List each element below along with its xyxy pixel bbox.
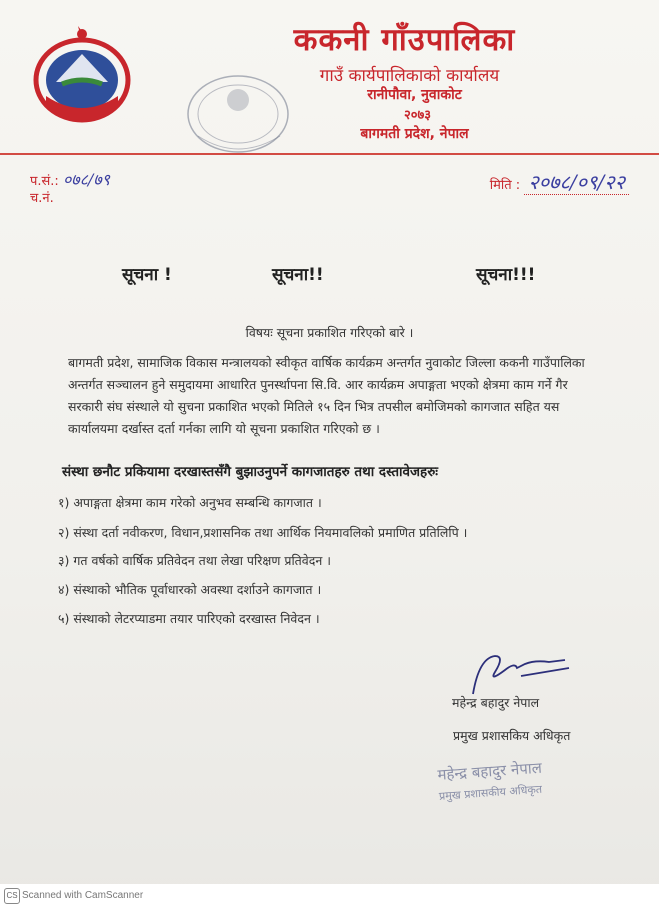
- requirement-item: ४) संस्थाको भौतिक पूर्वाधारको अवस्था दर्शाउने कागजात ।: [58, 582, 322, 597]
- established-year: २०७३: [403, 108, 432, 123]
- header-divider: [0, 153, 659, 155]
- name-stamp: [437, 755, 579, 804]
- requirement-item: २) संस्था दर्ता नवीकरण, विधान,प्रशासनिक तथा आर्थिक नियमावलिको प्रमाणित प्रतिलिपि ।: [58, 525, 468, 540]
- requirements-heading: संस्था छनौट प्रकियामा दरखास्तसँगै बुझाउनुपर्ने कागजातहरु तथा दस्तावेजहरुः: [62, 464, 439, 480]
- handwritten-signature: [465, 650, 575, 696]
- body-paragraph: बागमती प्रदेश, सामाजिक विकास मन्त्रालयको स्वीकृत वार्षिक कार्यक्रम अन्तर्गत नुवाकोट जिल्ला ककनी गाउँपालिका अन्तर्गत सञ्चालन हुने समुदायमा आधारित पुनर्स्थापना सि.वि. आर कार्यक्रम अपाङ्गता भएको क्षेत्रमा काम गर्ने गैर सरकारी संघ संस्थाले यो सुचना प्रकाशित भएको मितिले १५ दिन भित्र तपसील बमोजिमको कागजात सहित यस कार्यालयमा दर्खास्त दर्ता गर्नका लागि यो सूचना प्रकाशित गरिएको छ ।: [68, 355, 585, 436]
- subject-line: विषयः सूचना प्रकाशित गरिएको बारे ।: [245, 325, 414, 340]
- requirement-item: ५) संस्थाको लेटरप्याडमा तयार पारिएको दरखास्त निवेदन ।: [58, 611, 320, 626]
- ps-label: प.सं.:: [30, 174, 59, 189]
- office-name: गाउँ कार्यपालिकाको कार्यालय: [319, 66, 500, 86]
- notice-heading-3: सूचना!!!: [476, 265, 536, 285]
- stamp-name: महेन्द्र बहादुर नेपाल: [436, 758, 543, 784]
- stamp-title: प्रमुख प्रशासकीय अधिकृत: [438, 782, 543, 803]
- date-label: मिति :: [489, 178, 521, 193]
- signatory-name: महेन्द्र बहादुर नेपाल: [452, 695, 540, 710]
- requirement-item: ३) गत वर्षको वार्षिक प्रतिवेदन तथा लेखा परिक्षण प्रतिवेदन ।: [58, 553, 332, 568]
- municipality-title: ककनी गाँउपालिका: [293, 22, 516, 58]
- notice-heading-2: सूचना!!: [272, 265, 324, 285]
- camscanner-logo-icon: CS: [4, 888, 20, 904]
- ps-value: ०७८/७९: [62, 170, 110, 189]
- scanner-footer: [0, 884, 659, 910]
- signatory-title: प्रमुख प्रशासकिय अधिकृत: [453, 728, 571, 743]
- dispatch-number-label: च.नं.: [30, 191, 54, 206]
- province-name: बागमती प्रदेश, नेपाल: [360, 126, 469, 142]
- office-address: रानीपौवा, नुवाकोट: [367, 87, 462, 103]
- notice-heading-1: सूचना !: [122, 265, 172, 285]
- date-value: २०७८/०९/२२: [524, 170, 629, 195]
- scanner-watermark-text: Scanned with CamScanner: [22, 890, 144, 901]
- letter-date: [490, 168, 629, 195]
- requirement-item: १) अपाङ्गता क्षेत्रमा काम गरेको अनुभव सम्बन्धि कागजात ।: [58, 495, 322, 510]
- reference-number: [30, 168, 110, 190]
